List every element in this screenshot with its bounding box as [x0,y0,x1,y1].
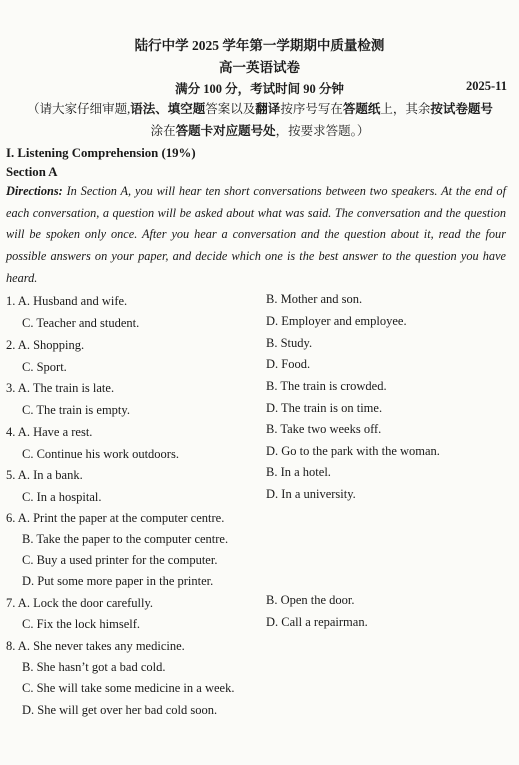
q1-option-c: C. Teacher and student. [22,316,140,330]
q7-option-b: B. Open the door. [266,593,355,607]
q8-option-b: B. She hasn’t got a bad cold. [22,660,166,674]
q4-option-b: B. Take two weeks off. [266,422,382,436]
q5-option-a: 5. A. In a bank. [6,468,83,482]
q1-option-a: 1. A. Husband and wife. [6,294,128,308]
notice-text: ，按要求答题。） [275,124,370,138]
notice-emphasis: 答题卡对应题号处 [175,124,276,138]
notice-text: 答案以及 [205,102,256,116]
q3-option-c: C. The train is empty. [22,403,130,417]
notice-text: 涂在 [150,124,176,138]
notice-line-2 [10,121,510,139]
directions-text: In Section A, you will hear ten short conversations between two speakers. At the end of each conversation, a question will be asked about what was said. The conversation and the question will be spoken only once. After you hear a conversation and the question about it, read the four possible answers on your paper, and decide which one is the best answer to the question you have heard. [6,184,506,285]
q7-option-c: C. Fix the lock himself. [22,617,141,631]
notice-text: 按序号写在 [280,102,343,116]
notice-text: 上，其余 [380,102,431,116]
q8-option-a: 8. A. She never takes any medicine. [6,639,185,653]
exam-date: 2025-11 [466,79,507,93]
q3-option-b: B. The train is crowded. [266,379,387,393]
q8-option-d: D. She will get over her bad cold soon. [22,703,218,717]
notice-line-1 [10,99,510,117]
q4-option-d: D. Go to the park with the woman. [266,444,440,458]
notice-emphasis: 按试卷题号 [430,102,493,116]
notice-emphasis: 答题纸 [342,102,381,116]
exam-subtitle: 高一英语试卷 [219,60,300,75]
notice-emphasis: 语法、填空题 [130,102,206,116]
q3-option-a: 3. A. The train is late. [6,381,115,395]
q5-option-b: B. In a hotel. [266,465,331,479]
q7-option-d: D. Call a repairman. [266,615,368,629]
q1-option-b: B. Mother and son. [266,292,363,306]
q7-option-a: 7. A. Lock the door carefully. [6,596,154,610]
q1-option-d: D. Employer and employee. [266,314,407,328]
q8-option-c: C. She will take some medicine in a week. [22,681,235,695]
q6-option-a: 6. A. Print the paper at the computer centre. [6,511,225,525]
q4-option-a: 4. A. Have a rest. [6,425,93,439]
q6-option-b: B. Take the paper to the computer centre. [22,532,229,546]
q6-option-c: C. Buy a used printer for the computer. [22,553,218,567]
section-title: Section A [6,165,58,179]
exam-title: 陆行中学 2025 学年第一学期期中质量检测 [134,38,385,53]
part-title: I. Listening Comprehension (19%) [6,146,196,160]
q2-option-b: B. Study. [266,336,313,350]
q2-option-c: C. Sport. [22,360,67,374]
score-time: 满分 100 分，考试时间 90 分钟 [175,82,344,96]
notice-emphasis: 翻译 [255,102,281,116]
q2-option-a: 2. A. Shopping. [6,338,85,352]
q3-option-d: D. The train is on time. [266,401,383,415]
directions [6,181,506,290]
q2-option-d: D. Food. [266,357,311,371]
q4-option-c: C. Continue his work outdoors. [22,447,179,461]
q5-option-d: D. In a university. [266,487,356,501]
notice-text: （请大家仔细审题, [27,102,131,116]
directions-label: Directions: [6,184,63,198]
q5-option-c: C. In a hospital. [22,490,102,504]
q6-option-d: D. Put some more paper in the printer. [22,574,214,588]
